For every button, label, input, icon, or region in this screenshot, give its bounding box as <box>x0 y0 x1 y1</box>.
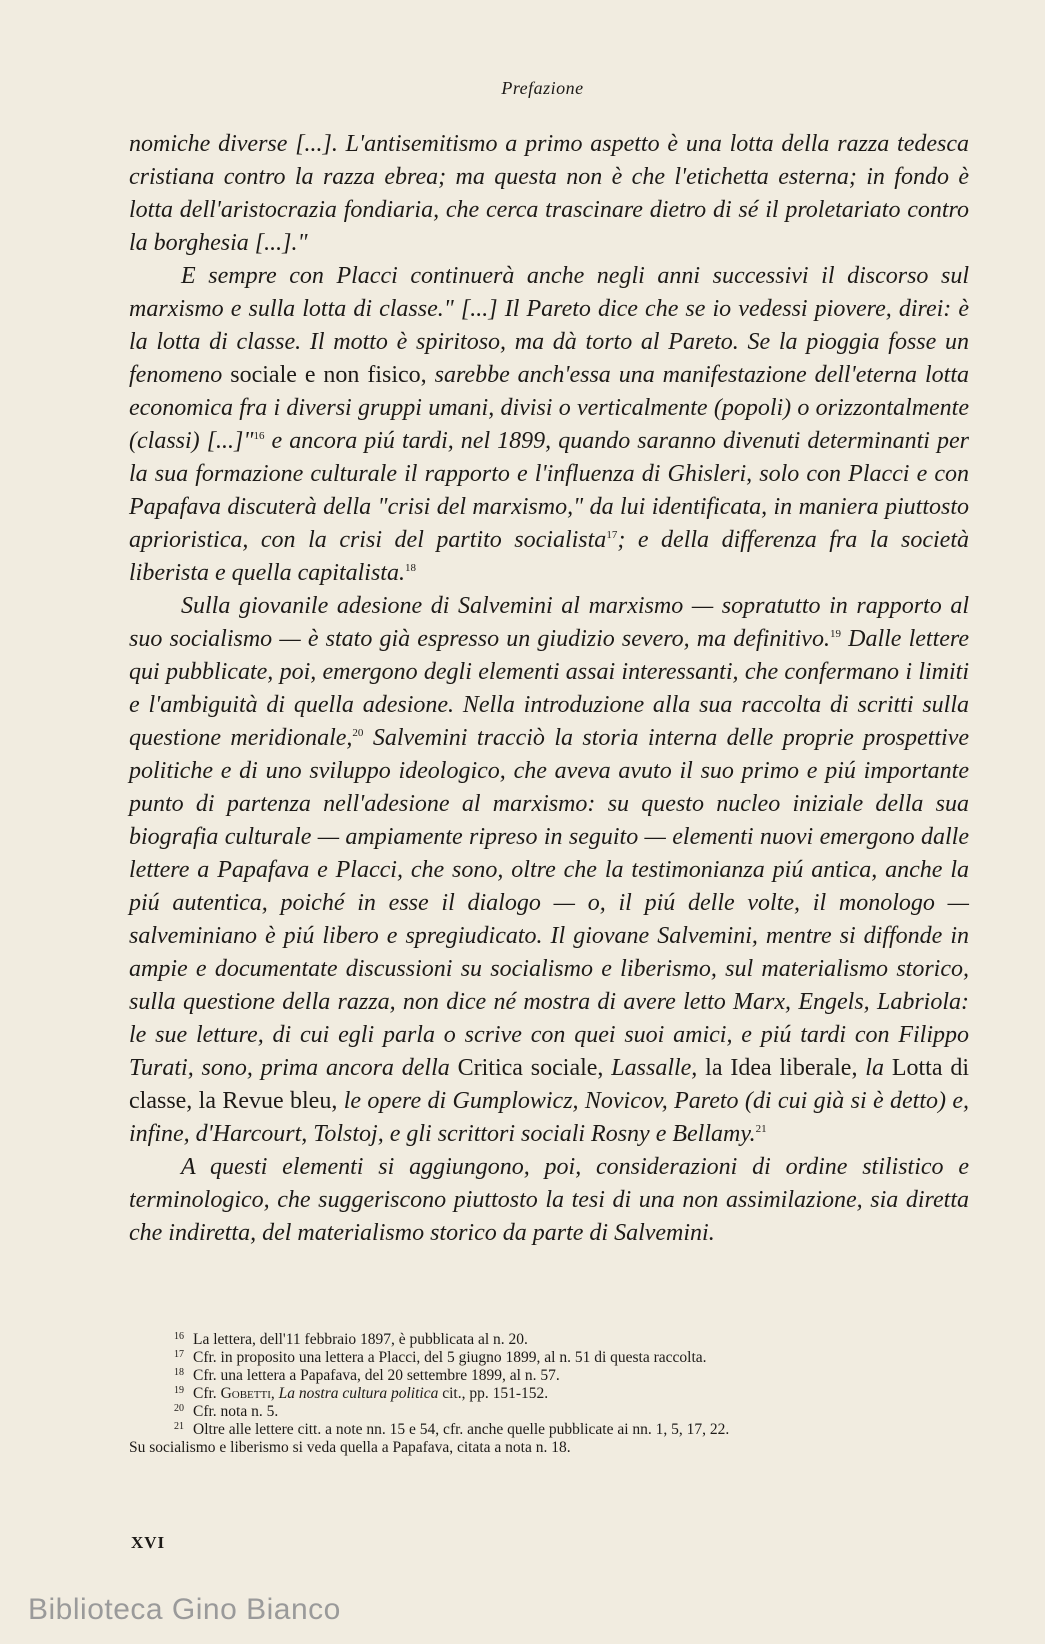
footnote <box>129 1385 974 1403</box>
text-run: , <box>270 1385 279 1402</box>
text-run: Cfr. nota n. 5. <box>193 1403 279 1420</box>
footnote-text <box>169 1331 974 1349</box>
page-number: XVI <box>131 1533 166 1552</box>
footnote-number: 16 <box>174 1331 184 1342</box>
text-run: A questi elementi si aggiungono, poi, considerazioni di ordine stilistico e terminologico, che suggeriscono piuttosto la tesi di una non assimilazione, sia diretta che indiretta, del materialismo storico da parte di Salvemini. <box>129 1154 969 1246</box>
text-run: Cfr. <box>193 1385 221 1402</box>
text-run: La lettera, dell'11 febbraio 1897, è pubblicata al n. 20. <box>193 1331 528 1348</box>
text-run: le opere di Gumplowicz, Novicov, Pareto (di cui già si è detto) e, infine, d'Harcourt, Tolstoj, e gli scrittori sociali Rosny e Bellamy. <box>129 1088 969 1147</box>
library-watermark: Biblioteca Gino Bianco <box>28 1593 341 1626</box>
text-run: la <box>857 1055 892 1081</box>
footnote-number: 21 <box>174 1421 184 1432</box>
footnote-ref: 20 <box>352 727 364 739</box>
text-run: Gobetti <box>220 1385 271 1402</box>
footnote-ref: 19 <box>829 628 841 640</box>
footnotes <box>129 1331 974 1457</box>
text-run: la Idea liberale, <box>705 1055 858 1081</box>
footnote <box>129 1367 974 1385</box>
text-run: Dalle lettere qui pubblicate, poi, emergono degli elementi assai interessanti, che confermano i limiti e l'ambiguità di quella adesione. Nella introduzione alla sua raccolta di scritti sulla questione meridionale, <box>129 626 970 751</box>
footnote-text <box>169 1349 974 1367</box>
footnote <box>129 1403 974 1421</box>
footnote-text <box>169 1385 974 1403</box>
text-run: nomiche diverse [...]. L'antisemitismo a primo aspetto è una lotta della razza tedesca cristiana contro la razza ebrea; ma questa non è che l'etichetta esterna; in fondo è lotta dell'aristocrazia fondiaria, che cerca trascinare dietro di sé il proletariato contro la borghesia [...]." <box>129 131 969 256</box>
paragraph <box>129 1151 969 1250</box>
text-run: ; e della differenza fra la società liberista e quella capitalista. <box>129 527 970 586</box>
text-run: Lassalle, <box>603 1055 706 1081</box>
text-run: Sulla giovanile adesione di Salvemini al marxismo — sopratutto in rapporto al suo socialismo — è stato già espresso un giudizio severo, ma definitivo. <box>129 593 969 652</box>
main-text <box>129 128 969 1250</box>
text-run: e ancora piú tardi, nel 1899, quando saranno divenuti determinanti per la sua formazione culturale il rapporto e l'influenza di Ghisleri, solo con Placci e con Papafava discuterà della "crisi del marxismo," da lui identificata, in maniera piuttosto aprioristica, con la crisi del partito socialista <box>129 428 970 553</box>
text-run: La nostra cultura politica <box>278 1385 439 1402</box>
text-run: cit., pp. 151-152. <box>438 1385 549 1402</box>
footnote-number: 18 <box>174 1367 184 1378</box>
footnote-text <box>169 1403 974 1421</box>
paragraph <box>129 260 969 590</box>
footnote-list <box>129 1331 974 1439</box>
text-run: Oltre alle lettere citt. a note nn. 15 e 54, cfr. anche quelle pubblicate ai nn. 1, 5, 17, 22. <box>193 1421 730 1438</box>
footnote-number: 20 <box>174 1403 184 1414</box>
text-run: Salvemini tracciò la storia interna delle proprie prospettive politiche e di uno sviluppo ideologico, che aveva avuto il suo primo e piú importante punto di partenza nell'adesione al marxismo: su questo nucleo iniziale della sua biografia culturale — ampiamente ripreso in seguito — elementi nuovi emergono dalle lettere a Papafava e Placci, che sono, oltre che la testimonianza piú antica, anche la piú autentica, poiché in esse il dialogo — o, il piú delle volte, il monologo — salveminiano è piú libero e spregiudicato. Il giovane Salvemini, mentre si diffonde in ampie e documentate discussioni su socialismo e liberismo, sul materialismo storico, sulla questione della razza, non dice né mostra di avere letto Marx, Engels, Labriola: le sue letture, di cui egli parla o scrive con quei suoi amici, e piú tardi con Filippo Turati, sono, prima ancora della <box>129 725 969 1081</box>
running-head: Prefazione <box>501 78 584 98</box>
text-run: E sempre con Placci continuerà anche negli anni successivi il discorso sul marxismo e sulla lotta di classe." [...] Il Pareto dice che se io vedessi piovere, direi: è la lotta di classe. Il motto è spiritoso, ma dà torto al Pareto. Se la pioggia fosse un fenomeno <box>129 263 969 388</box>
footnote-ref: 21 <box>755 1123 767 1135</box>
text-run: Critica sociale, <box>457 1055 604 1081</box>
footnote-number: 19 <box>174 1385 184 1396</box>
footnote <box>129 1349 974 1367</box>
footnote-text <box>169 1421 974 1439</box>
footnote <box>129 1421 974 1439</box>
footnote-ref: 17 <box>606 529 618 541</box>
footnote-ref: 16 <box>253 430 265 442</box>
footnote-text <box>169 1367 974 1385</box>
paragraph <box>129 128 969 260</box>
footnote <box>129 1331 974 1349</box>
footnote-continuation: Su socialismo e liberismo si veda quella a Papafava, citata a nota n. 18. <box>129 1439 571 1456</box>
text-run: Cfr. una lettera a Papafava, del 20 settembre 1899, al n. 57. <box>193 1367 560 1384</box>
text-run: sarebbe anch'essa una manifestazione dell'eterna lotta economica fra i diversi gruppi umani, divisi o verticalmente (popoli) o orizzontalmente (classi) [...]" <box>129 362 969 454</box>
footnote-ref: 18 <box>404 562 416 574</box>
text-run: sociale e non fisico, <box>230 362 427 388</box>
paragraph <box>129 590 969 1151</box>
text-run: Cfr. in proposito una lettera a Placci, del 5 giugno 1899, al n. 51 di questa raccolta. <box>193 1349 707 1366</box>
text-run: Lotta di classe, la Revue bleu, <box>129 1055 969 1114</box>
footnote-number: 17 <box>174 1349 184 1360</box>
